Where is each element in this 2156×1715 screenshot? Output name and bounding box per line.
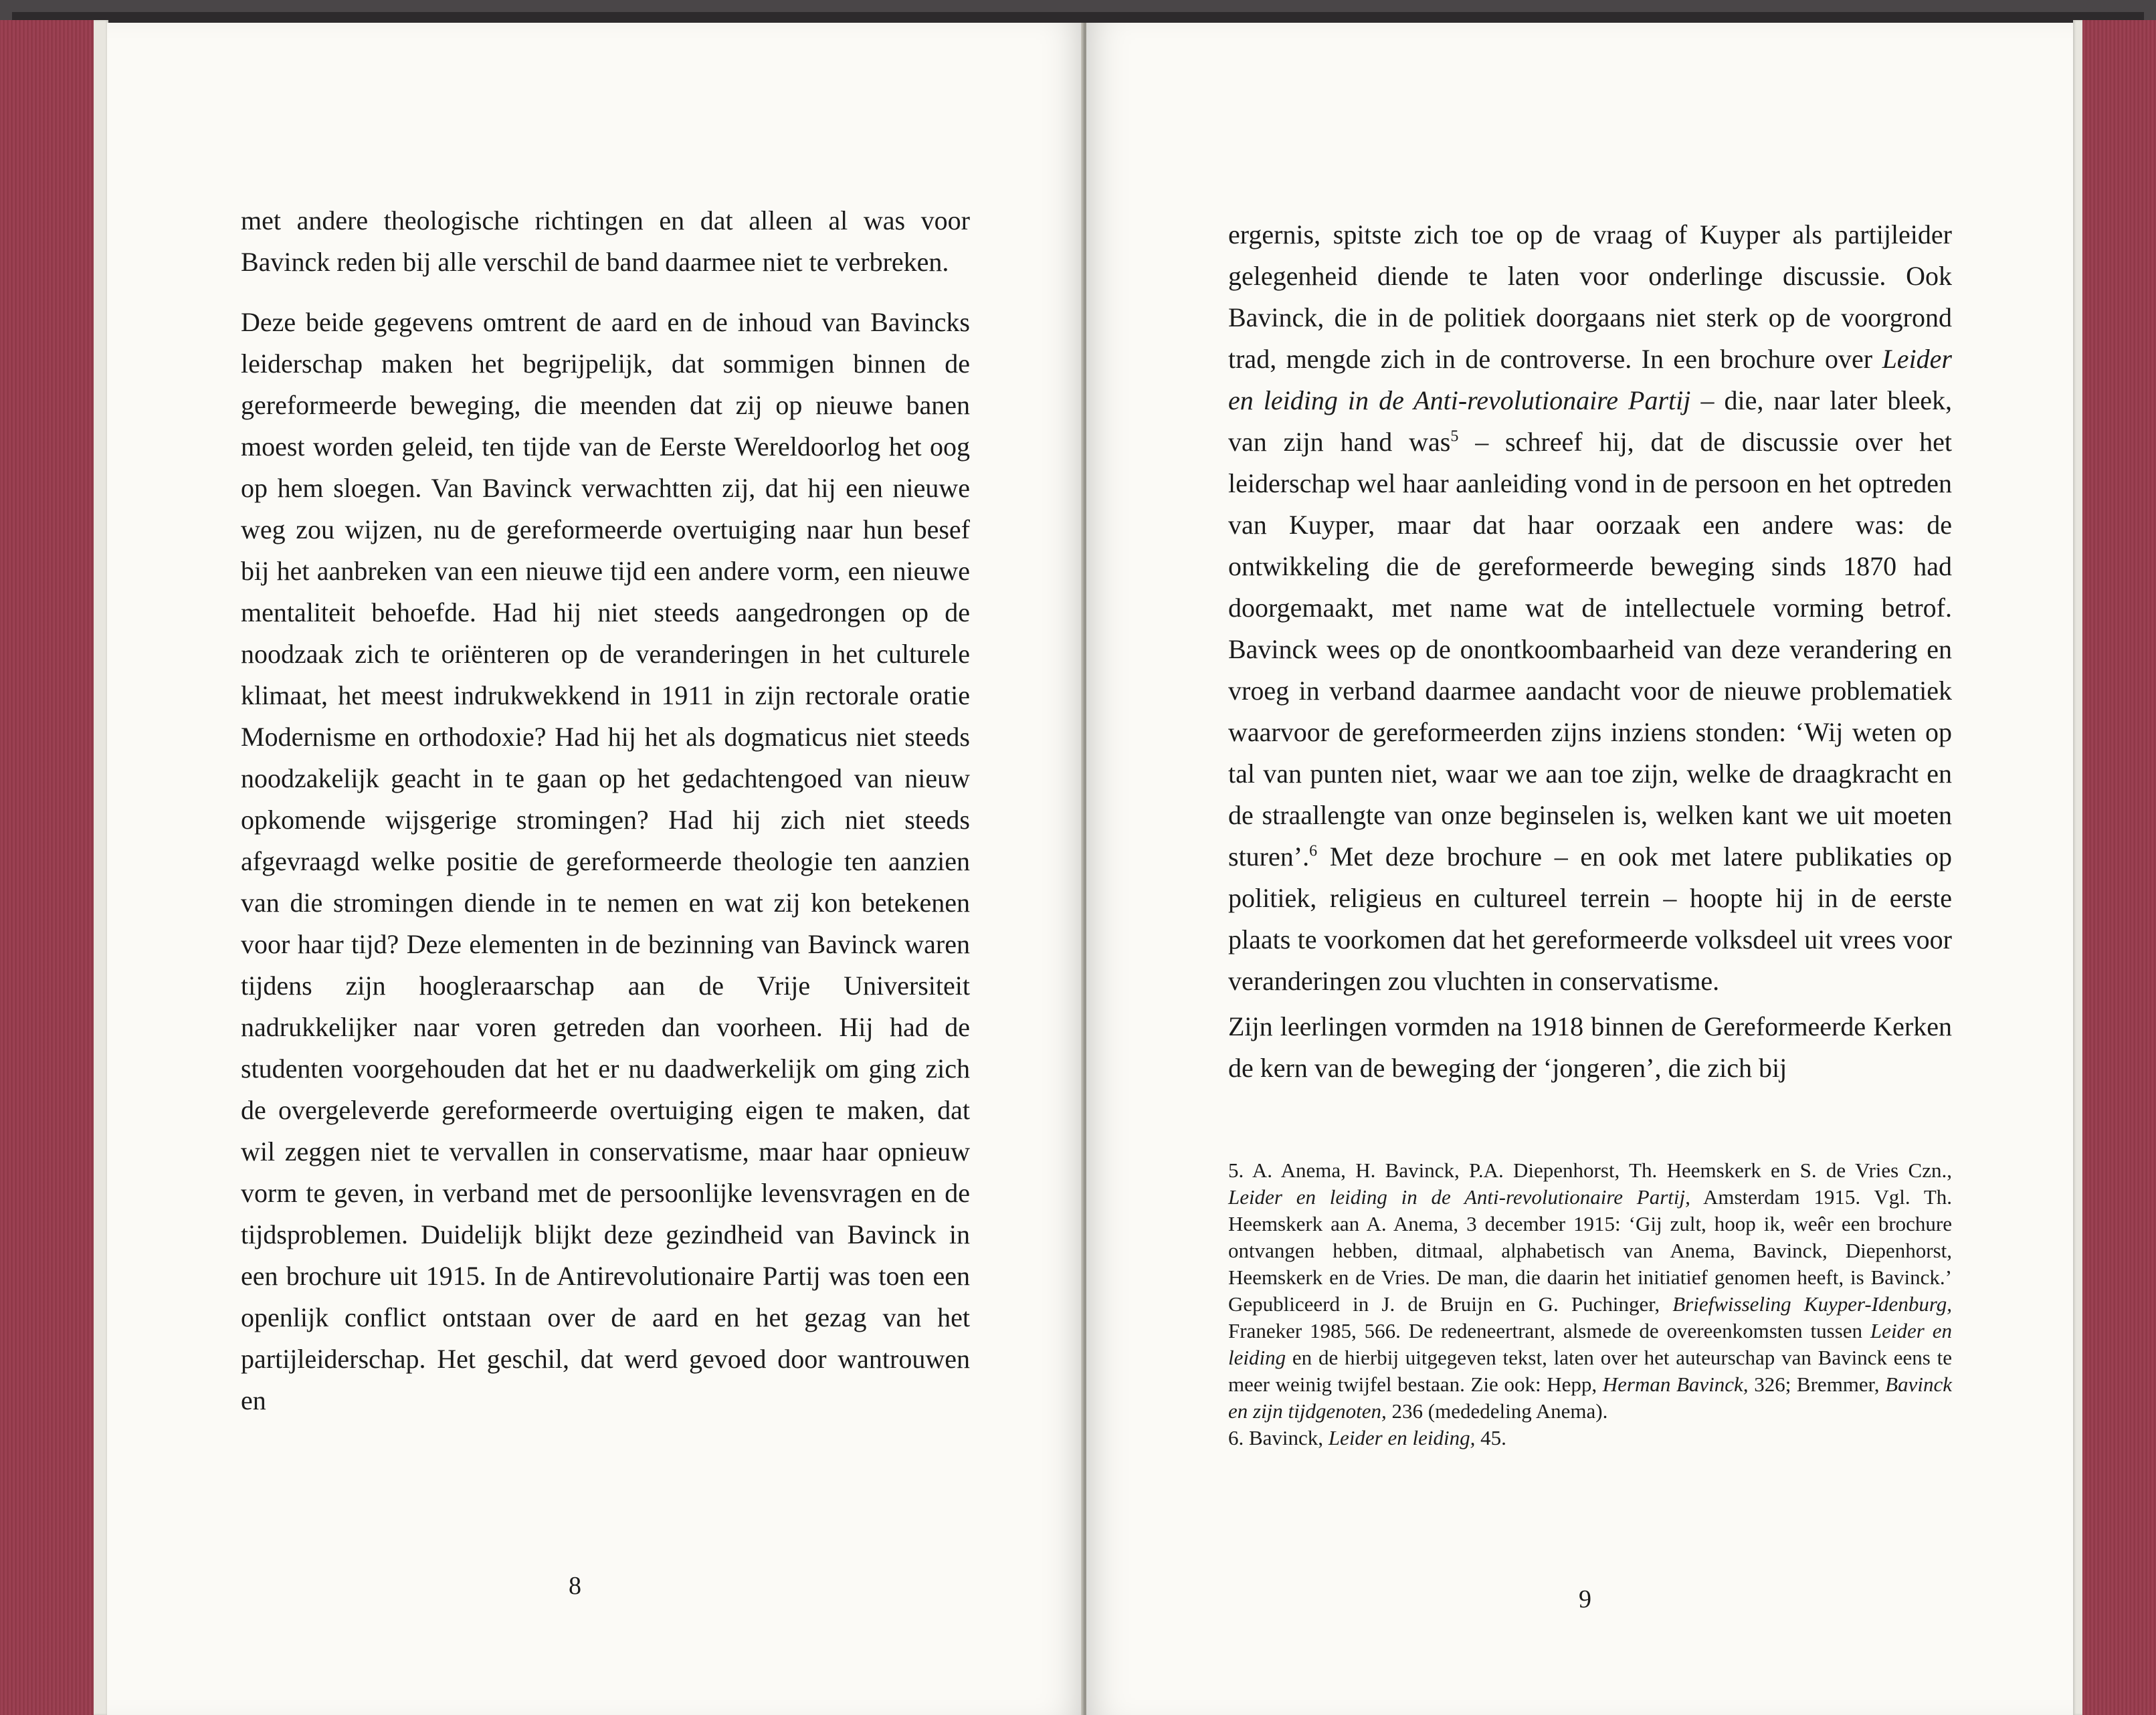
page-number-left: 8 — [569, 1572, 581, 1600]
footnote-ref-6: 6 — [1309, 842, 1318, 860]
footnote-ref-5: 5 — [1450, 427, 1459, 445]
right-page-body — [1228, 214, 1952, 1089]
fn5-text-f: 236 (mededeling Anema). — [1391, 1399, 1608, 1423]
right-p1-title: Leider en leiding in de Anti-revolutionaire Partij — [1228, 344, 1952, 415]
fn5-text-e: 326; Bremmer, — [1754, 1373, 1880, 1396]
left-page — [107, 23, 1084, 1715]
page-edges-right — [2073, 20, 2082, 1715]
fn5-text-d: en de hierbij uitgegeven tekst, laten over het auteurschap van Bavinck eens te meer weinig twijfel bestaan. Zie ook: Hepp, — [1228, 1346, 1953, 1396]
right-paragraph-1 — [1228, 214, 1952, 1002]
fn5-title-5: Bavinck en zijn tijdgenoten, — [1228, 1373, 1952, 1423]
page-edges-left — [94, 20, 108, 1715]
right-p1-text-b: – die, naar later bleek, van zijn hand was — [1228, 385, 1952, 457]
left-page-body — [241, 200, 970, 1421]
right-page — [1086, 23, 2073, 1715]
fn6-text-b: 45. — [1480, 1426, 1506, 1449]
fn5-title-2: Briefwisseling Kuyper-Idenburg, — [1672, 1292, 1952, 1316]
book-cover-left — [0, 20, 94, 1715]
footnote-6 — [1228, 1425, 1952, 1451]
fn5-title-3: Leider en leiding — [1228, 1319, 1953, 1369]
fn6-title: Leider en leiding, — [1328, 1426, 1476, 1449]
right-p1-text-a: ergernis, spitste zich toe op de vraag of Kuyper als partijleider gelegenheid diende te laten voor onderlinge discussie. Ook Bavinck, die in de politiek doorgaans niet sterk op de voorgrond trad, mengde zich in de controverse. In een brochure over — [1228, 219, 1952, 374]
fn6-text-a: 6. Bavinck, — [1228, 1426, 1324, 1449]
fn5-text-a: 5. A. Anema, H. Bavinck, P.A. Diepenhorst, Th. Heemskerk en S. de Vries Czn., — [1228, 1158, 1952, 1182]
footnote-5 — [1228, 1157, 1952, 1425]
left-paragraph-1: met andere theologische richtingen en dat alleen al was voor Bavinck reden bij alle verschil de band daarmee niet te verbreken. — [241, 205, 970, 277]
right-p1-text-d: Met deze brochure – en ook met latere publikaties op politiek, religieus en cultureel terrein – hoopte hij in de eerste plaats te voorkomen dat het gereformeerde volksdeel uit vrees voor veranderingen zou vluchten in conservatisme. — [1228, 841, 1952, 996]
fn5-title-1: Leider en leiding in de Anti-revolutionaire Partij, — [1228, 1185, 1690, 1209]
right-paragraph-2: Zijn leerlingen vormden na 1918 binnen de Gereformeerde Kerken de kern van de beweging der ‘jongeren’, die zich bij — [1228, 1011, 1952, 1083]
page-number-right: 9 — [1579, 1585, 1591, 1613]
book-cover-right — [2082, 20, 2156, 1715]
fn5-title-4: Herman Bavinck, — [1602, 1373, 1749, 1396]
fn5-text-b: Amsterdam 1915. Vgl. Th. Heemskerk aan A. Anema, 3 december 1915: ‘Gij zult, hoop ik, weêr een brochure ontvangen hebben, ditmaal, alphabetisch van Anema, Bavinck, Diepenhorst, Heemskerk en de Vries. De man, die daarin het initiatief genomen heeft, is Bavinck.’ Gepubliceerd in J. de Bruijn en G. Puchinger, — [1228, 1185, 1953, 1316]
left-paragraph-2: Deze beide gegevens omtrent de aard en de inhoud van Bavincks leiderschap maken het begrijpelijk, dat sommigen binnen de gereformeerde beweging, die meenden dat zij op nieuwe banen moest worden geleid, ten tijde van de Eerste Wereldoorlog het oog op hem sloegen. Van Bavinck verwachtten zij, dat hij een nieuwe weg zou wijzen, nu de gereformeerde overtuiging naar hun besef bij het aanbreken van een nieuwe tijd een andere vorm, een nieuwe mentaliteit behoefde. Had hij niet steeds aangedrongen op de noodzaak zich te oriënteren op de veranderingen in het culturele klimaat, het meest indrukwekkend in 1911 in zijn rectorale oratie Modernisme en orthodoxie? Had hij het als dogmaticus niet steeds noodzakelijk geacht in te gaan op het gedachtengoed van nieuw opkomende wijsgerige stromingen? Had hij zich niet steeds afgevraagd welke positie de gereformeerde theologie ten aanzien van die stromingen diende in te nemen en wat zij kon betekenen voor haar tijd? Deze elementen in de bezinning van Bavinck waren tijdens zijn hoogleraarschap aan de Vrije Universiteit nadrukkelijker naar voren getreden dan voorheen. Hij had de studenten voorgehouden dat het er nu daadwerkelijk om ging zich de overgeleverde gereformeerde overtuiging eigen te maken, dat wil zeggen niet te vervallen in conservatisme, maar haar opnieuw vorm te geven, in verband met de persoonlijke levensvragen en de tijdsproblemen. Duidelijk blijkt deze gezindheid van Bavinck in een brochure uit 1915. In de Antirevolutionaire Partij was toen een openlijk conflict ontstaan over de aard en het gezag van het partijleiderschap. Het geschil, dat werd gevoed door wantrouwen en — [241, 307, 970, 1415]
right-p1-text-c: – schreef hij, dat de discussie over het leiderschap wel haar aanleiding vond in de persoon en het optreden van Kuyper, maar dat haar oorzaak een andere was: de ontwikkeling die de gereformeerde beweging sinds 1870 had doorgemaakt, met name wat de intellectuele vorming betrof. Bavinck wees op de onontkoombaarheid van deze verandering en vroeg in verband daarmee aandacht voor de nieuwe problematiek waarvoor de gereformeerden zijns inziens stonden: ‘Wij weten op tal van punten niet, waar we aan toe zijn, welke de draagkracht en de straallengte van onze beginselen is, welken kant we uit moeten sturen’. — [1228, 427, 1952, 872]
footnotes — [1228, 1157, 1952, 1451]
fn5-text-c: Franeker 1985, 566. De redeneertrant, alsmede de overeenkomsten tussen — [1228, 1319, 1863, 1342]
